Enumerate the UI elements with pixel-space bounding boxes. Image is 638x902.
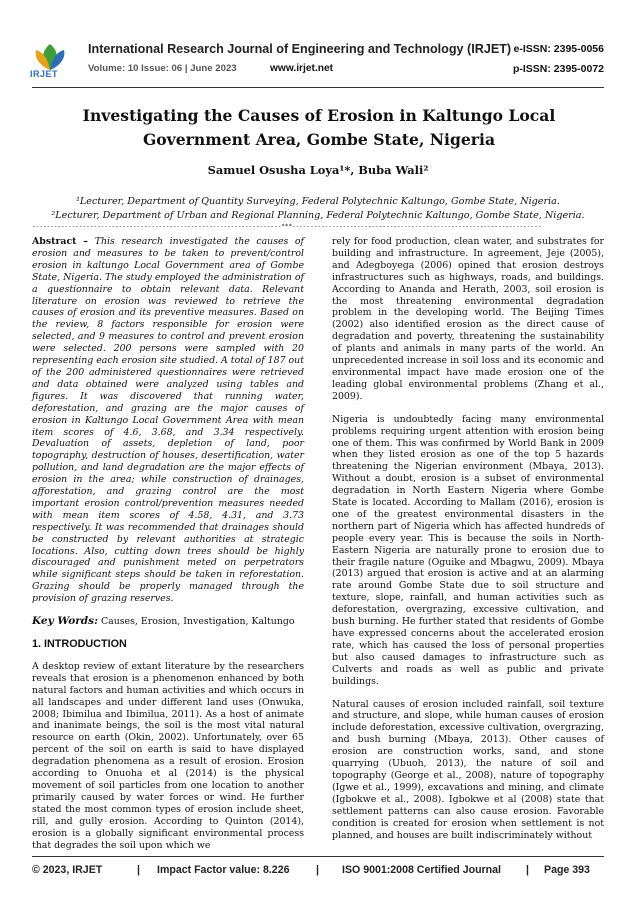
- right-column: [332, 236, 604, 852]
- footer-impact: Impact Factor value: 8.226: [157, 864, 290, 876]
- paper-authors: Samuel Osusha Loya¹*, Buba Wali²: [207, 163, 429, 177]
- affiliation-1: ¹Lecturer, Department of Quantity Surveying, Federal Polytechnic Kaltungo, Gombe State, Nigeria.: [76, 196, 560, 207]
- journal-header: [32, 42, 604, 84]
- footer-divider: |: [526, 864, 529, 876]
- abstract: [32, 236, 304, 605]
- abstract-label: Abstract –: [32, 236, 95, 247]
- p-issn: p-ISSN: 2395-0072: [512, 63, 604, 75]
- footer-divider: |: [316, 864, 319, 876]
- footer-divider: |: [137, 864, 140, 876]
- logo-text: IRJET: [30, 69, 59, 79]
- left-column: [32, 236, 304, 862]
- volume-issue: Volume: 10 Issue: 06 | June 2023: [88, 63, 237, 74]
- right-paragraph-2: Nigeria is undoubtedly facing many environmental problems requiring urgent attention with erosion being one of them. This was confirmed by World Bank in 2009 when they listed erosion as one of the top 5 hazards threatening the Nigerian environment (Mbaya, 2013). Without a doubt, erosion is a subset of environmental degradation in North Eastern Nigeria where Gombe State is located. According to Mallam (2016), erosion is one of the greatest environmental disasters in the northern part of Nigeria which has affected hundreds of people every year. This is because the soils in North-Eastern Nigeria are naturally prone to erosion due to their fragile nature (Oguike and Mbagwu, 2009). Mbaya (2013) argued that erosion is active and at an alarming rate around Gombe State due to soil structure and texture, slope, rainfall, and human activities such as deforestation, overgrazing, excessive cultivation, and bush burning. He further stated that residents of Gombe have expressed concerns about the accelerated erosion rate, which has caused the loss of personal properties but also caused damages to infrastructure such as Culverts and roads as well as public and private buildings.: [332, 413, 604, 687]
- footer-page: Page 393: [544, 864, 590, 876]
- intro-paragraph-1: A desktop review of extant literature by the researchers reveals that erosion is a phenomenon enhanced by both natural factors and human activities and which occurs in all landscapes and under different land uses (Onwuka, 2008; Ibimilua and Ibimilua, 2011). As a host of animate and inanimate beings, the soil is the most vital natural resource on earth (Okin, 2002). Unfortunately, over 65 percent of the soil on earth is said to have displayed degradation phenomena as a result of erosion. Erosion according to Onuoha et al (2014) is the physical movement of soil particles from one location to another primarily caused by water forces or wind. He further stated the most common types of erosion include sheet, rill, and gully erosion. According to Quinton (2014), erosion is a globally significant environmental process that degrades the soil upon which we: [32, 660, 304, 851]
- keywords-label: Key Words: [32, 615, 95, 628]
- affiliation-2: ²Lecturer, Department of Urban and Regional Planning, Federal Polytechnic Kaltungo, Gombe State, Nigeria.: [51, 210, 585, 221]
- footer-copyright: © 2023, IRJET: [32, 864, 103, 876]
- right-paragraph-3: Natural causes of erosion included rainfall, soil texture and structure, and slope, while human causes of erosion include deforestation, excessive cultivation, overgrazing, and bush burning (Mbaya, 2013). Other causes of erosion are construction works, sand, and stone quarrying (Ubuoh, 2013), the nature of soil and topography (George et al., 2008), nature of topography (Igwe et al., 1999), excavations and mining, and climate (Igbokwe et al., 2008). Igbokwe et al (2008) state that settlement patterns can also cause erosion. Favorable condition is created for erosion when settlement is not planned, and houses are built indiscriminately without: [332, 698, 604, 841]
- abstract-text: This research investigated the causes of erosion and measures to be taken to prevent/control erosion in kaltungo Local Government area of Gombe State, Nigeria. The study employed the administration of a questionnaire to obtain relevant data. Relevant literature on erosion was reviewed to retrieve the causes of erosion and its preventive measures. Based on the review, 8 factors responsible for erosion were selected, and 9 measures to control and prevent erosion were selected. 200 persons were sampled with 20 representing each erosion site studied. A total of 187 out of the 200 administered questionnaires were retrieved and data obtained were analyzed using tables and figures. It was discovered that running water, deforestation, and grazing are the major causes of erosion in Kaltungo Local Government Area with mean item scores of 4.6, 3.68, and 3.34 respectively. Devaluation of assets, depletion of land, poor topography, destruction of houses, desertification, water pollution, and land degradation are the major effects of erosion in the area; while construction of drainages, afforestation, and grazing control are the most important erosion control/prevention measures needed with mean item scores of 4.58, 4.31, and 3.73 respectively. It was recommended that drainages should be constructed by relevant authorities at strategic locations. Also, cutting down trees should be highly discouraged and punishment meted on perpetrators while significant steps should be taken in reforestation. Grazing should be properly managed through the provision of grazing reserves.: [32, 236, 304, 605]
- keywords: Key Words: Causes, Erosion, Investigation, Kaltungo: [32, 615, 295, 628]
- journal-website[interactable]: www.irjet.net: [270, 63, 334, 74]
- footer-iso: ISO 9001:2008 Certified Journal: [342, 864, 501, 876]
- paper-title: Investigating the Causes of Erosion in Kaltungo Local Government Area, Gombe State, Nigeria: [82, 106, 556, 149]
- journal-title: International Research Journal of Engineering and Technology (IRJET): [88, 42, 512, 56]
- header-rule: [32, 87, 604, 88]
- section-separator: ---------------------------------------------------------------------***---------------------------------------------------------------------: [32, 223, 542, 230]
- leaf-logo-icon: [32, 42, 68, 72]
- section-heading-introduction: 1. INTRODUCTION: [32, 638, 127, 650]
- right-paragraph-1: rely for food production, clean water, and substrates for building and infrastructure. In agreement, Jeje (2005), and Adegboyega (2006) opined that erosion destroys infrastructures such as highways, roads, and buildings. According to Ananda and Herath, 2003, soil erosion is the most threatening environmental degradation problem in the developing world. The Beijing Times (2002) also identified erosion as the direct cause of degradation and poverty, threatening the sustainability of plants and animals in many parts of the world. An unprecedented increase in soil loss and its economic and environmental impact have made erosion one of the leading global environmental problems (Zhang et al., 2009).: [332, 236, 604, 402]
- irjet-logo: [32, 42, 68, 82]
- e-issn: e-ISSN: 2395-0056: [513, 43, 604, 55]
- keywords-text: Causes, Erosion, Investigation, Kaltungo: [100, 616, 295, 628]
- footer-rule: [32, 856, 604, 857]
